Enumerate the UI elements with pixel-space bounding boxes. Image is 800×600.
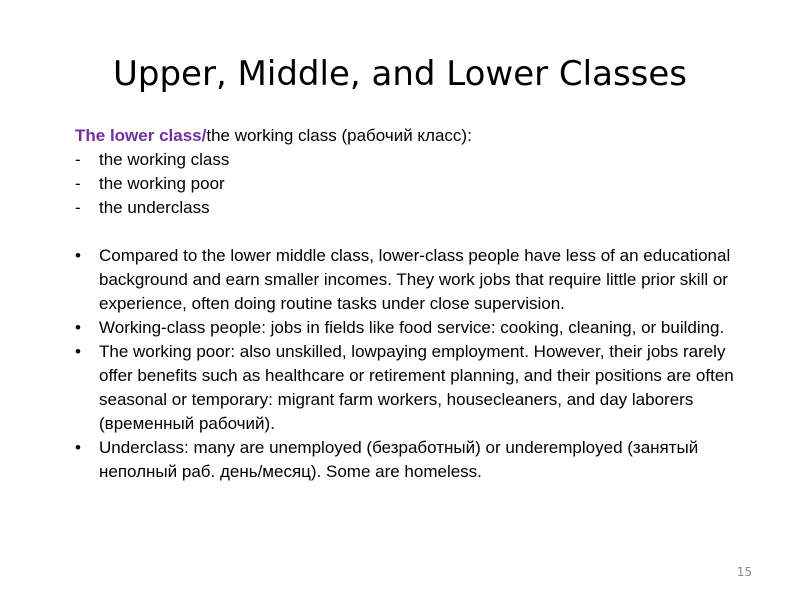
intro-line: [75, 124, 735, 148]
dash-marker: -: [75, 174, 81, 193]
dash-marker: -: [75, 198, 81, 217]
bullet-marker: •: [75, 246, 81, 265]
subtype-text: the working class: [99, 150, 230, 169]
dash-marker: -: [75, 150, 81, 169]
slide-title: Upper, Middle, and Lower Classes: [113, 54, 687, 94]
bullet-text: Underclass: many are unemployed (безработный) or underemployed (занятый неполный раб. день/месяц). Some are homeless.: [99, 438, 699, 481]
bullet-marker: •: [75, 318, 81, 337]
subtype-item: [75, 172, 735, 196]
bullet-text: Working-class people: jobs in fields like food service: cooking, cleaning, or building.: [99, 318, 725, 337]
intro-heading: The lower class/: [75, 126, 207, 145]
subtype-text: the underclass: [99, 198, 210, 217]
bullet-marker: •: [75, 438, 81, 457]
intro-rest: the working class (рабочий класс):: [206, 126, 472, 145]
slide-content: [75, 124, 735, 484]
bullet-text: Compared to the lower middle class, lower-class people have less of an educational background and earn smaller incomes. They work jobs that require little prior skill or experience, often doing routine tasks under close supervision.: [99, 246, 731, 313]
subtype-text: the working poor: [99, 174, 225, 193]
page-number: 15: [736, 565, 752, 579]
spacer: [75, 220, 735, 244]
bullet-item: [75, 316, 735, 340]
subtype-list: [75, 148, 735, 220]
bullet-text: The working poor: also unskilled, lowpaying employment. However, their jobs rarely offer benefits such as healthcare or retirement planning, and their positions are often seasonal or temporary: migrant farm workers, housecleaners, and day laborers (временный рабочий).: [99, 342, 734, 433]
bullet-item: [75, 436, 735, 484]
bullet-item: [75, 244, 735, 316]
bullet-marker: •: [75, 342, 81, 361]
subtype-item: [75, 148, 735, 172]
bullet-list: [75, 244, 735, 484]
subtype-item: [75, 196, 735, 220]
bullet-item: [75, 340, 735, 436]
